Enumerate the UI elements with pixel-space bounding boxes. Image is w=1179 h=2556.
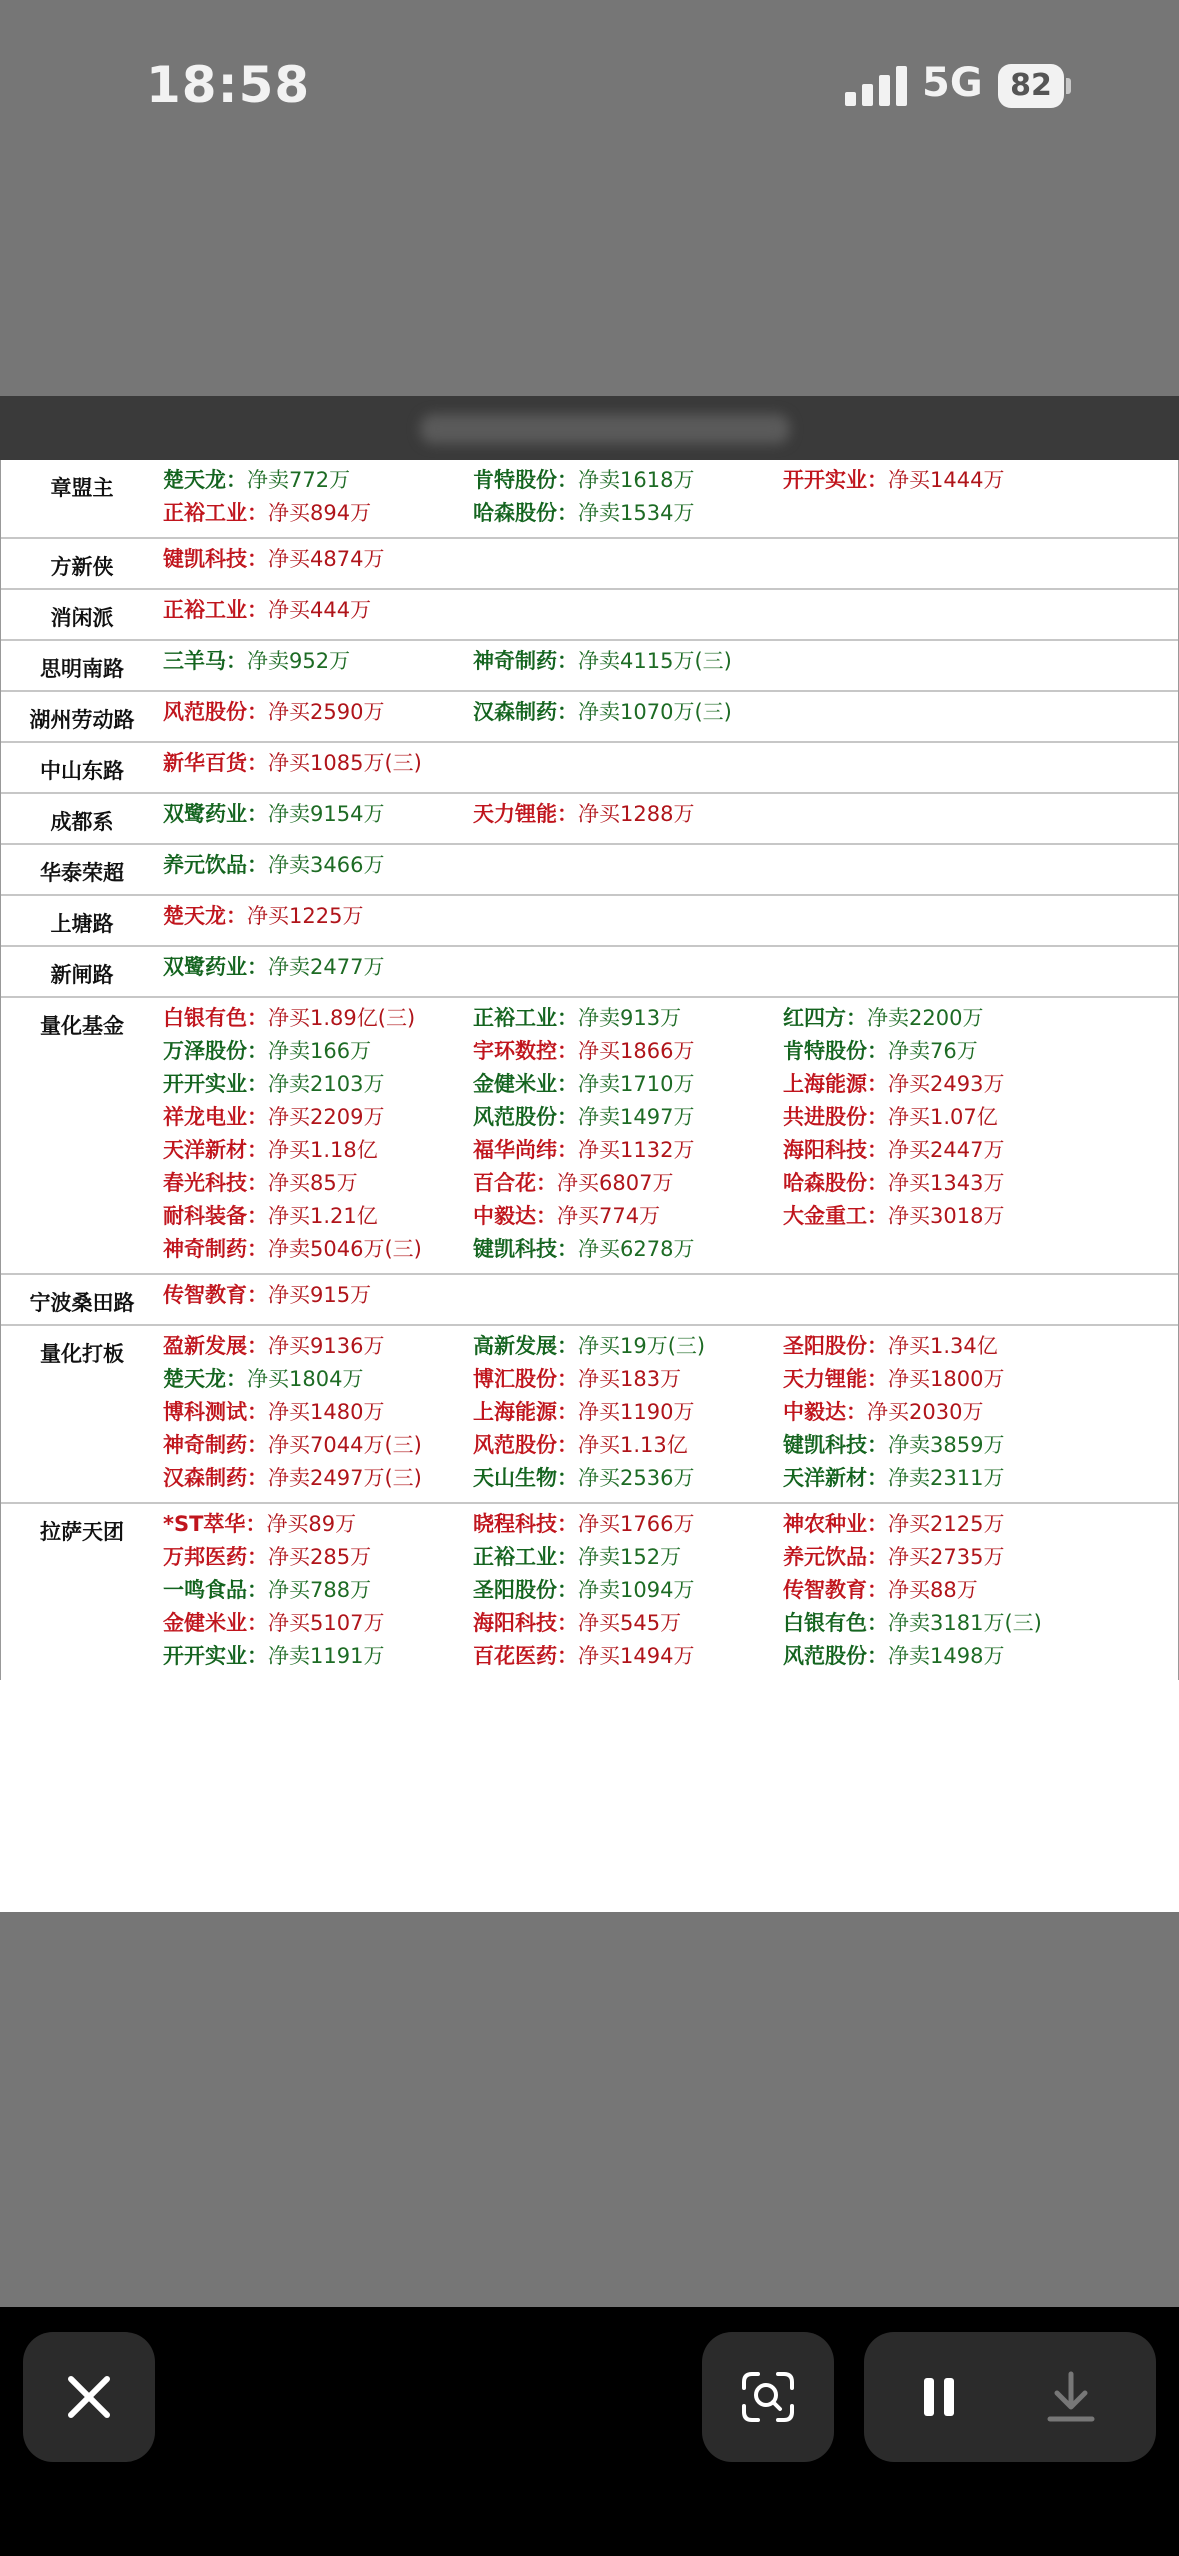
stock-item: 博科测试：净买1480万 [163, 1400, 385, 1424]
org-name: 消闲派 [50, 606, 114, 630]
stock-list [163, 951, 1178, 989]
trade-value: 净买89万 [266, 1512, 357, 1536]
stock-name: 键凯科技 [473, 1237, 557, 1261]
stock-name: 博汇股份 [473, 1367, 557, 1391]
stock-name: 哈森股份 [473, 501, 557, 525]
blurred-title [420, 414, 790, 444]
stock-name: 上海能源 [473, 1400, 557, 1424]
stock-name: 万邦医药 [163, 1545, 247, 1569]
org-name: 中山东路 [40, 759, 124, 783]
trade-value: 净买1132万 [578, 1138, 695, 1162]
stock-item: 天力锂能：净买1288万 [473, 802, 695, 826]
stock-item: 一鸣食品：净买788万 [163, 1578, 372, 1602]
trade-value: 净卖3466万 [268, 853, 385, 877]
trade-value: 净卖1710万 [578, 1072, 695, 1096]
trade-value: 净卖1497万 [578, 1105, 695, 1129]
stock-item: 开开实业：净买1444万 [783, 468, 1005, 492]
stock-item: 风范股份：净卖1497万 [473, 1105, 695, 1129]
table-row [1, 1273, 1178, 1324]
stock-item: 正裕工业：净卖152万 [473, 1545, 682, 1569]
stock-name: 大金重工 [783, 1204, 867, 1228]
stock-item: 肯特股份：净卖76万 [783, 1039, 978, 1063]
stock-name: 中毅达 [473, 1204, 536, 1228]
trade-value: 净卖3181万(三) [888, 1611, 1042, 1635]
stock-name: 风范股份 [163, 700, 247, 724]
stock-item: 中毅达：净买774万 [473, 1204, 661, 1228]
stock-name: 养元饮品 [783, 1545, 867, 1569]
close-icon [23, 2332, 155, 2462]
status-bar [0, 0, 1179, 180]
stock-item: 天洋新材：净卖2311万 [783, 1466, 1005, 1490]
stock-name: 祥龙电业 [163, 1105, 247, 1129]
trade-value: 净买183万 [578, 1367, 682, 1391]
stock-item: 三羊马：净卖952万 [163, 649, 351, 673]
stock-item: 哈森股份：净买1343万 [783, 1171, 1005, 1195]
stock-name: 春光科技 [163, 1171, 247, 1195]
stock-name: 高新发展 [473, 1334, 557, 1358]
trade-value: 净买3018万 [888, 1204, 1005, 1228]
stock-name: 博科测试 [163, 1400, 247, 1424]
stock-name: 上海能源 [783, 1072, 867, 1096]
trade-value: 净买285万 [268, 1545, 372, 1569]
table-row [1, 537, 1178, 588]
stock-name: 金健米业 [163, 1611, 247, 1635]
stock-item: 键凯科技：净卖3859万 [783, 1433, 1005, 1457]
trade-value: 净买894万 [268, 501, 372, 525]
org-name: 上塘路 [50, 912, 114, 936]
stock-name: 正裕工业 [163, 501, 247, 525]
org-name: 方新侠 [50, 555, 114, 579]
trade-value: 净卖1094万 [578, 1578, 695, 1602]
stock-item: 盈新发展：净买9136万 [163, 1334, 385, 1358]
stock-item: 神农种业：净买2125万 [783, 1512, 1005, 1536]
trade-value: 净买7044万(三) [268, 1433, 422, 1457]
network-type: 5G [922, 60, 983, 106]
stock-name: 白银有色 [783, 1611, 867, 1635]
stock-name: 红四方 [783, 1006, 846, 1030]
stock-item: 神奇制药：净买7044万(三) [163, 1433, 422, 1457]
stock-item: 祥龙电业：净买2209万 [163, 1105, 385, 1129]
stock-item: 百合花：净买6807万 [473, 1171, 674, 1195]
stock-list [163, 1508, 1178, 1673]
stock-item: 天洋新材：净买1.18亿 [163, 1138, 378, 1162]
trade-value: 净卖913万 [578, 1006, 682, 1030]
download-icon[interactable] [1036, 2362, 1106, 2432]
stock-item: 正裕工业：净卖913万 [473, 1006, 682, 1030]
table-row [1, 690, 1178, 741]
trade-value: 净买88万 [888, 1578, 978, 1602]
trade-value: 净买1085万(三) [268, 751, 422, 775]
stock-list [163, 1002, 1178, 1266]
trade-value: 净卖772万 [247, 468, 351, 492]
stock-list [163, 1330, 1178, 1495]
stock-list [163, 849, 1178, 887]
stock-name: 天力锂能 [783, 1367, 867, 1391]
stock-item: 正裕工业：净买444万 [163, 598, 372, 622]
stock-name: 楚天龙 [163, 1367, 226, 1391]
stock-name: 共进股份 [783, 1105, 867, 1129]
stock-name: 一鸣食品 [163, 1578, 247, 1602]
trade-value: 净买1.07亿 [888, 1105, 998, 1129]
trade-value: 净买1866万 [578, 1039, 695, 1063]
stock-list [163, 645, 1178, 683]
lens-search-button[interactable] [702, 2332, 834, 2462]
stock-item: 上海能源：净买1190万 [473, 1400, 695, 1424]
trade-value: 净买1800万 [888, 1367, 1005, 1391]
trade-value: 净买1.18亿 [268, 1138, 378, 1162]
stock-list [163, 747, 1178, 785]
stock-name: 双鹭药业 [163, 955, 247, 979]
stock-item: 金健米业：净卖1710万 [473, 1072, 695, 1096]
table-row [1, 1502, 1178, 1680]
trade-value: 净卖3859万 [888, 1433, 1005, 1457]
stock-name: 天山生物 [473, 1466, 557, 1490]
stock-name: 键凯科技 [783, 1433, 867, 1457]
table-row [1, 945, 1178, 996]
stock-name: 哈森股份 [783, 1171, 867, 1195]
stock-item: 天山生物：净买2536万 [473, 1466, 695, 1490]
table-row [1, 588, 1178, 639]
stock-item: 海阳科技：净买2447万 [783, 1138, 1005, 1162]
org-name: 思明南路 [40, 657, 124, 681]
stock-name: 福华尚纬 [473, 1138, 557, 1162]
table-row [1, 639, 1178, 690]
trade-value: 净买1766万 [578, 1512, 695, 1536]
stock-name: 肯特股份 [473, 468, 557, 492]
stock-name: 白银有色 [163, 1006, 247, 1030]
table-row [1, 894, 1178, 945]
trade-value: 净买6278万 [578, 1237, 695, 1261]
battery-icon [998, 64, 1072, 108]
stock-name: 楚天龙 [163, 904, 226, 928]
stock-item: 天力锂能：净买1800万 [783, 1367, 1005, 1391]
close-button[interactable] [23, 2332, 155, 2462]
stock-item: 汉森制药：净卖1070万(三) [473, 700, 732, 724]
stock-list [163, 543, 1178, 581]
stock-name: 天洋新材 [163, 1138, 247, 1162]
stock-name: 楚天龙 [163, 468, 226, 492]
trade-value: 净卖2311万 [888, 1466, 1005, 1490]
stock-name: 海阳科技 [473, 1611, 557, 1635]
stock-item: 楚天龙：净买1225万 [163, 904, 364, 928]
stock-item: 白银有色：净卖3181万(三) [783, 1611, 1042, 1635]
stock-name: 晓程科技 [473, 1512, 557, 1536]
trade-value: 净买9136万 [268, 1334, 385, 1358]
trade-value: 净买1494万 [578, 1644, 695, 1668]
stock-name: 神奇制药 [163, 1433, 247, 1457]
trade-value: 净卖1534万 [578, 501, 695, 525]
stock-name: 百合花 [473, 1171, 536, 1195]
org-name: 新闸路 [50, 963, 114, 987]
trade-value: 净买1444万 [888, 468, 1005, 492]
trade-value: 净买915万 [268, 1283, 372, 1307]
stock-name: 双鹭药业 [163, 802, 247, 826]
trade-value: 净买1.21亿 [268, 1204, 378, 1228]
org-name: 拉萨天团 [40, 1520, 124, 1544]
trade-value: 净卖2200万 [867, 1006, 984, 1030]
stock-item: 哈森股份：净卖1534万 [473, 501, 695, 525]
trade-value: 净买1190万 [578, 1400, 695, 1424]
trade-value: 净买774万 [557, 1204, 661, 1228]
stock-name: 百花医药 [473, 1644, 557, 1668]
stock-name: 海阳科技 [783, 1138, 867, 1162]
trade-value: 净买4874万 [268, 547, 385, 571]
stock-item: 耐科装备：净买1.21亿 [163, 1204, 378, 1228]
stock-item: 楚天龙：净买1804万 [163, 1367, 364, 1391]
stock-item: 开开实业：净卖2103万 [163, 1072, 385, 1096]
stock-item: 福华尚纬：净买1132万 [473, 1138, 695, 1162]
stock-name: 天力锂能 [473, 802, 557, 826]
trade-value: 净卖952万 [247, 649, 351, 673]
trade-value: 净卖152万 [578, 1545, 682, 1569]
signal-icon [845, 66, 907, 106]
trade-value: 净卖1191万 [268, 1644, 385, 1668]
trade-value: 净卖1618万 [578, 468, 695, 492]
trade-value: 净买5107万 [268, 1611, 385, 1635]
table-row [1, 1324, 1178, 1502]
stock-item: 大金重工：净买3018万 [783, 1204, 1005, 1228]
table-row [1, 460, 1178, 537]
stock-name: 圣阳股份 [473, 1578, 557, 1602]
trade-value: 净买6807万 [557, 1171, 674, 1195]
stock-list [163, 696, 1178, 734]
stock-name: 风范股份 [783, 1644, 867, 1668]
trade-value: 净买85万 [268, 1171, 358, 1195]
stock-item: 键凯科技：净买6278万 [473, 1237, 695, 1261]
trade-value: 净买2590万 [268, 700, 385, 724]
trade-value: 净买1.89亿(三) [268, 1006, 416, 1030]
stock-name: 正裕工业 [473, 1545, 557, 1569]
stock-item: 圣阳股份：净卖1094万 [473, 1578, 695, 1602]
stock-name: 新华百货 [163, 751, 247, 775]
stock-name: *ST萃华 [163, 1512, 246, 1536]
trade-value: 净卖2103万 [268, 1072, 385, 1096]
stock-name: 开开实业 [163, 1072, 247, 1096]
stock-item: 神奇制药：净卖5046万(三) [163, 1237, 422, 1261]
trade-value: 净买19万(三) [578, 1334, 706, 1358]
stock-item: 宇环数控：净买1866万 [473, 1039, 695, 1063]
lens-search-icon [702, 2332, 834, 2462]
stock-item: 春光科技：净买85万 [163, 1171, 358, 1195]
stock-list [163, 594, 1178, 632]
stock-list [163, 798, 1178, 836]
stock-item: 白银有色：净买1.89亿(三) [163, 1006, 416, 1030]
trade-value: 净卖2497万(三) [268, 1466, 422, 1490]
org-name: 华泰荣超 [40, 861, 124, 885]
stock-item: 金健米业：净买5107万 [163, 1611, 385, 1635]
trade-value: 净卖1070万(三) [578, 700, 732, 724]
trade-value: 净买1480万 [268, 1400, 385, 1424]
trade-value: 净买1804万 [247, 1367, 364, 1391]
stock-item: 高新发展：净买19万(三) [473, 1334, 706, 1358]
stock-name: 正裕工业 [473, 1006, 557, 1030]
stock-name: 万泽股份 [163, 1039, 247, 1063]
stock-item: 风范股份：净卖1498万 [783, 1644, 1005, 1668]
trade-value: 净买545万 [578, 1611, 682, 1635]
stock-name: 汉森制药 [473, 700, 557, 724]
trade-value: 净买2209万 [268, 1105, 385, 1129]
stock-name: 汉森制药 [163, 1466, 247, 1490]
trade-value: 净买1.34亿 [888, 1334, 998, 1358]
stock-item: 新华百货：净买1085万(三) [163, 751, 422, 775]
trade-value: 净买1225万 [247, 904, 364, 928]
stock-item: 共进股份：净买1.07亿 [783, 1105, 998, 1129]
stock-item: 上海能源：净买2493万 [783, 1072, 1005, 1096]
org-name: 湖州劳动路 [29, 708, 135, 732]
stock-item: 键凯科技：净买4874万 [163, 547, 385, 571]
stock-item: 汉森制药：净卖2497万(三) [163, 1466, 422, 1490]
trade-value: 净买2030万 [867, 1400, 984, 1424]
org-name: 宁波桑田路 [29, 1291, 135, 1315]
stock-item: 养元饮品：净买2735万 [783, 1545, 1005, 1569]
stock-name: 中毅达 [783, 1400, 846, 1424]
bottom-toolbar [0, 2307, 1179, 2556]
org-name: 章盟主 [50, 476, 114, 500]
trade-value: 净买2735万 [888, 1545, 1005, 1569]
document-image [0, 396, 1179, 1912]
stock-item: 养元饮品：净卖3466万 [163, 853, 385, 877]
table-header [0, 396, 1179, 460]
stock-item: *ST萃华：净买89万 [163, 1512, 357, 1536]
stock-item: 正裕工业：净买894万 [163, 501, 372, 525]
stock-name: 风范股份 [473, 1433, 557, 1457]
table-row [1, 792, 1178, 843]
trading-table [0, 460, 1179, 1680]
stock-name: 圣阳股份 [783, 1334, 867, 1358]
stock-item: 传智教育：净买915万 [163, 1283, 372, 1307]
trade-value: 净买2493万 [888, 1072, 1005, 1096]
trade-value: 净卖76万 [888, 1039, 978, 1063]
trade-value: 净卖1498万 [888, 1644, 1005, 1668]
trade-value: 净卖5046万(三) [268, 1237, 422, 1261]
stock-name: 键凯科技 [163, 547, 247, 571]
trade-value: 净卖166万 [268, 1039, 372, 1063]
stock-item: 百花医药：净买1494万 [473, 1644, 695, 1668]
stock-name: 传智教育 [783, 1578, 867, 1602]
trade-value: 净卖9154万 [268, 802, 385, 826]
stock-item: 风范股份：净买2590万 [163, 700, 385, 724]
trade-value: 净买2536万 [578, 1466, 695, 1490]
stock-list [163, 1279, 1178, 1317]
battery-level: 82 [998, 64, 1064, 108]
playback-controls [864, 2332, 1156, 2462]
stock-item: 海阳科技：净买545万 [473, 1611, 682, 1635]
status-time: 18:58 [146, 56, 311, 114]
stock-item: 双鹭药业：净卖9154万 [163, 802, 385, 826]
stock-name: 神奇制药 [163, 1237, 247, 1261]
stock-name: 耐科装备 [163, 1204, 247, 1228]
stock-name: 正裕工业 [163, 598, 247, 622]
org-name: 成都系 [50, 810, 114, 834]
stock-list [163, 900, 1178, 938]
stock-name: 盈新发展 [163, 1334, 247, 1358]
trade-value: 净买2125万 [888, 1512, 1005, 1536]
stock-name: 三羊马 [163, 649, 226, 673]
trade-value: 净买1288万 [578, 802, 695, 826]
org-name: 量化打板 [40, 1342, 124, 1366]
stock-name: 天洋新材 [783, 1466, 867, 1490]
stock-item: 楚天龙：净卖772万 [163, 468, 351, 492]
stock-item: 风范股份：净买1.13亿 [473, 1433, 688, 1457]
stock-list [163, 464, 1178, 530]
table-row [1, 843, 1178, 894]
org-name: 量化基金 [40, 1014, 124, 1038]
stock-item: 万泽股份：净卖166万 [163, 1039, 372, 1063]
table-row [1, 996, 1178, 1273]
stock-name: 宇环数控 [473, 1039, 557, 1063]
stock-name: 风范股份 [473, 1105, 557, 1129]
trade-value: 净买1.13亿 [578, 1433, 688, 1457]
stock-name: 开开实业 [163, 1644, 247, 1668]
stock-item: 中毅达：净买2030万 [783, 1400, 984, 1424]
stock-name: 养元饮品 [163, 853, 247, 877]
stock-name: 神奇制药 [473, 649, 557, 673]
stock-name: 传智教育 [163, 1283, 247, 1307]
trade-value: 净买444万 [268, 598, 372, 622]
stock-item: 红四方：净卖2200万 [783, 1006, 984, 1030]
trade-value: 净买1343万 [888, 1171, 1005, 1195]
stock-item: 肯特股份：净卖1618万 [473, 468, 695, 492]
table-row [1, 741, 1178, 792]
stock-name: 神农种业 [783, 1512, 867, 1536]
stock-name: 肯特股份 [783, 1039, 867, 1063]
stock-name: 金健米业 [473, 1072, 557, 1096]
stock-item: 圣阳股份：净买1.34亿 [783, 1334, 998, 1358]
stock-item: 晓程科技：净买1766万 [473, 1512, 695, 1536]
stock-item: 神奇制药：净卖4115万(三) [473, 649, 732, 673]
trade-value: 净卖4115万(三) [578, 649, 732, 673]
trade-value: 净买788万 [268, 1578, 372, 1602]
trade-value: 净卖2477万 [268, 955, 385, 979]
stock-item: 双鹭药业：净卖2477万 [163, 955, 385, 979]
trade-value: 净买2447万 [888, 1138, 1005, 1162]
stock-item: 传智教育：净买88万 [783, 1578, 978, 1602]
stock-name: 开开实业 [783, 468, 867, 492]
stock-item: 万邦医药：净买285万 [163, 1545, 372, 1569]
pause-icon[interactable] [904, 2362, 974, 2432]
stock-item: 开开实业：净卖1191万 [163, 1644, 385, 1668]
stock-item: 博汇股份：净买183万 [473, 1367, 682, 1391]
